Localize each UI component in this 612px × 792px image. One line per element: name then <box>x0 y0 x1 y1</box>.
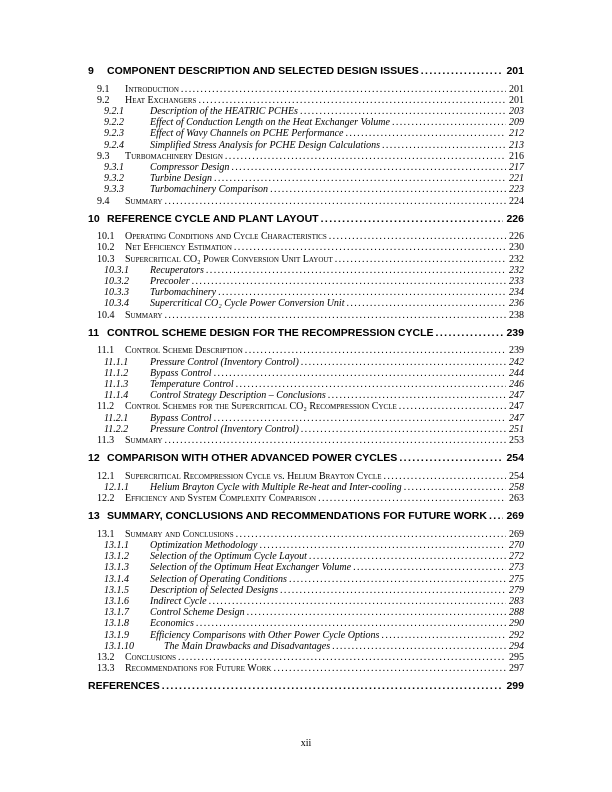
toc-entry-page: 223 <box>509 184 524 196</box>
toc-entry-row <box>88 379 524 390</box>
toc-entry-page: 253 <box>509 434 524 446</box>
toc-entry-title: Efficiency and System Complexity Comparison <box>125 493 317 505</box>
leader-dots <box>321 213 504 225</box>
toc-entry-title: Supercritical CO₂ Cycle Power Conversion Unit <box>150 298 345 310</box>
toc-entry-number: 13 <box>88 510 100 523</box>
leader-dots <box>247 607 506 618</box>
toc-entry-number: 13.3 <box>97 663 115 675</box>
toc-entry-row <box>88 390 524 401</box>
toc-entry-row <box>88 310 524 321</box>
toc-entry-row <box>88 196 524 207</box>
toc-entry-row <box>88 162 524 173</box>
toc-entry-title: REFERENCES <box>88 680 160 693</box>
toc-entry-number: 9.4 <box>97 195 110 207</box>
toc-entry-title: Bypass Control <box>150 367 212 379</box>
toc-entry-number: 13.1.8 <box>104 618 129 630</box>
toc-entry-title: Selection of Operating Conditions <box>150 573 287 585</box>
toc-entry-page: 292 <box>509 629 524 641</box>
toc-entry-row <box>88 482 524 493</box>
toc-entry-number: 13.1.6 <box>104 596 129 608</box>
toc-entry-title: SUMMARY, CONCLUSIONS AND RECOMMENDATIONS FOR FUTURE WORK <box>107 510 487 523</box>
toc-entry-row <box>88 95 524 106</box>
toc-entry-number: 11.2.2 <box>104 423 129 435</box>
leader-dots <box>178 652 506 663</box>
toc-entry-row <box>88 117 524 128</box>
toc-entry-title: Turbine Design <box>150 173 212 185</box>
toc-entry-title: Supercritical Recompression Cycle vs. Helium Brayton Cycle <box>125 470 382 482</box>
toc-entry-number: 12 <box>88 452 100 465</box>
toc-entry-title: Summary <box>125 309 163 321</box>
toc-chapter-row <box>88 327 524 339</box>
toc-entry-row <box>88 585 524 596</box>
toc-entry-page: 244 <box>509 367 524 379</box>
toc-entry-number: 13.1.3 <box>104 562 129 574</box>
leader-dots <box>273 663 506 674</box>
toc-entry-row <box>88 663 524 674</box>
toc-entry-page: 212 <box>509 128 524 140</box>
toc-entry-page: 216 <box>509 150 524 162</box>
leader-dots <box>245 345 506 356</box>
leader-dots <box>399 401 506 412</box>
toc-entry-number: 10.3 <box>97 253 115 265</box>
toc-entry-title: Selection of the Optimum Heat Exchanger Volume <box>150 562 352 574</box>
leader-dots <box>198 95 506 106</box>
toc-entry-title: Description of the HEATRIC PCHEs <box>150 105 298 117</box>
toc-chapter-row <box>88 510 524 522</box>
toc-entry-page: 201 <box>509 83 524 95</box>
toc-entry-title: COMPARISON WITH OTHER ADVANCED POWER CYCLES <box>107 452 398 465</box>
toc-entry-title: Effect of Wavy Channels on PCHE Performance <box>150 128 344 140</box>
leader-dots <box>236 529 506 540</box>
leader-dots <box>335 254 506 265</box>
toc-entry-row <box>88 424 524 435</box>
toc-entry-row <box>88 630 524 641</box>
toc-entry-number: 11.1 <box>97 345 115 357</box>
toc-entry-row <box>88 140 524 151</box>
toc-entry-row <box>88 231 524 242</box>
toc-entry-number: 10.3.4 <box>104 298 129 310</box>
toc-entry-page: 279 <box>509 584 524 596</box>
toc-entry-title: Control Scheme Design <box>150 607 245 619</box>
toc-entry-row <box>88 298 524 309</box>
toc-entry-page: 233 <box>509 276 524 288</box>
toc-entry-row <box>88 551 524 562</box>
leader-dots <box>300 106 506 117</box>
toc-entry-page: 209 <box>509 117 524 129</box>
toc-entry-number: 11.1.3 <box>104 378 129 390</box>
toc-entry-number: 11.1.4 <box>104 390 129 402</box>
toc-entry-page: 230 <box>509 242 524 254</box>
toc-entry-number: 9.3.1 <box>104 161 124 173</box>
toc-entry-page: 239 <box>509 345 524 357</box>
toc-entry-number: 13.1.1 <box>104 540 129 551</box>
leader-dots <box>164 196 506 207</box>
toc-entry-page: 224 <box>509 195 524 207</box>
toc-entry-number: 13.1.7 <box>104 607 129 619</box>
leader-dots <box>353 562 506 573</box>
toc-entry-title: Conclusions <box>125 652 177 664</box>
toc-entry-page: 269 <box>506 510 524 523</box>
toc-entry-page: 217 <box>509 161 524 173</box>
toc-entry-title: Supercritical CO₂ Power Conversion Unit Layout <box>125 253 333 265</box>
leader-dots <box>489 510 504 522</box>
toc-entry-title: Control Schemes for the Supercritical CO₂ Recompression Cycle <box>125 401 397 413</box>
toc-entry-number: 11.3 <box>97 434 115 446</box>
toc-entry-row <box>88 345 524 356</box>
toc-entry-number: 9 <box>88 65 94 77</box>
toc-entry-title: Simplified Stress Analysis for PCHE Design Calculations <box>150 139 380 151</box>
toc-entry-row <box>88 471 524 482</box>
toc-entry-row <box>88 276 524 287</box>
toc-entry-row <box>88 368 524 379</box>
leader-dots <box>392 117 506 128</box>
leader-dots <box>381 630 506 641</box>
toc-entry-title: COMPONENT DESCRIPTION AND SELECTED DESIGN ISSUES <box>107 65 419 77</box>
toc-entry-title: Control Scheme Description <box>125 345 243 357</box>
leader-dots <box>345 128 506 139</box>
toc-entry-title: Economics <box>150 618 194 630</box>
toc-entry-number: 13.1.9 <box>104 629 129 641</box>
toc-entry-title: Turbomachinery Design <box>125 150 223 162</box>
toc-entry-number: 9.2.2 <box>104 117 124 129</box>
toc-entry-number: 9.3 <box>97 150 110 162</box>
toc-entry-number: 13.1.2 <box>104 551 129 563</box>
toc-entry-page: 275 <box>509 573 524 585</box>
leader-dots <box>332 641 506 652</box>
leader-dots <box>280 585 506 596</box>
toc-entry-row <box>88 493 524 504</box>
toc-entry-title: Temperature Control <box>150 378 234 390</box>
toc-entry-title: Bypass Control <box>150 412 212 424</box>
toc-entry-number: 13.1 <box>97 528 115 540</box>
leader-dots <box>236 379 506 390</box>
toc-entry-page: 273 <box>509 562 524 574</box>
leader-dots <box>164 310 506 321</box>
leader-dots <box>225 151 506 162</box>
toc-entry-number: 13.1.10 <box>104 640 134 652</box>
leader-dots <box>289 574 506 585</box>
leader-dots <box>164 435 506 446</box>
toc-entry-title: Precooler <box>150 276 190 288</box>
toc-entry-number: 11.1.2 <box>104 367 129 379</box>
toc-entry-page: 232 <box>509 264 524 276</box>
toc-entry-title: Helium Brayton Cycle with Multiple Re-heat and Inter-cooling <box>150 481 402 493</box>
toc-entry-page: 226 <box>506 212 524 225</box>
toc-entry-page: 239 <box>506 326 524 339</box>
toc-entry-page: 263 <box>509 493 524 505</box>
leader-dots <box>436 327 504 339</box>
leader-dots <box>196 618 506 629</box>
toc-entry-page: 297 <box>509 663 524 675</box>
toc-entry-row <box>88 151 524 162</box>
toc <box>88 59 524 699</box>
leader-dots <box>309 551 506 562</box>
toc-entry-row <box>88 641 524 652</box>
toc-entry-title: Optimization Methodology <box>150 540 258 551</box>
toc-entry-page: 232 <box>509 253 524 265</box>
toc-entry-row <box>88 265 524 276</box>
toc-entry-row <box>88 435 524 446</box>
toc-entry-number: 9.2.4 <box>104 139 124 151</box>
toc-entry-number: 13.1.4 <box>104 573 129 585</box>
toc-entry-row <box>88 529 524 540</box>
toc-entry-page: 269 <box>509 528 524 540</box>
toc-entry-page: 247 <box>509 401 524 413</box>
toc-entry-row <box>88 540 524 551</box>
toc-entry-title: Turbomachinery <box>150 287 217 299</box>
toc-entry-page: 201 <box>506 65 524 77</box>
leader-dots <box>231 162 506 173</box>
toc-entry-page: 203 <box>509 105 524 117</box>
toc-entry-page: 236 <box>509 298 524 310</box>
leader-dots <box>421 65 504 77</box>
toc-entry-title: Summary and Conclusions <box>125 528 234 540</box>
toc-entry-page: 258 <box>509 481 524 493</box>
toc-entry-page: 294 <box>509 640 524 652</box>
leader-dots <box>214 413 506 424</box>
toc-entry-title: Introduction <box>125 83 179 95</box>
toc-entry-row <box>88 242 524 253</box>
toc-entry-number: 11.2.1 <box>104 412 129 424</box>
toc-entry-page: 288 <box>509 607 524 619</box>
toc-entry-page: 238 <box>509 309 524 321</box>
toc-entry-row <box>88 413 524 424</box>
leader-dots <box>328 390 506 401</box>
toc-entry-number: 12.1.1 <box>104 481 129 493</box>
toc-entry-title: Control Strategy Description – Conclusions <box>150 390 326 402</box>
toc-entry-number: 9.2 <box>97 94 110 106</box>
toc-entry-page: 283 <box>509 596 524 608</box>
toc-entry-title: Summary <box>125 434 163 446</box>
toc-entry-number: 11.2 <box>97 401 115 413</box>
toc-entry-title: Pressure Control (Inventory Control) <box>150 356 299 368</box>
toc-entry-number: 13.2 <box>97 652 115 664</box>
leader-dots <box>301 357 506 368</box>
leader-dots <box>318 493 506 504</box>
toc-entry-number: 10.1 <box>97 231 115 243</box>
toc-entry-number: 10.3.3 <box>104 287 129 299</box>
toc-entry-page: 247 <box>509 412 524 424</box>
leader-dots <box>181 84 506 95</box>
toc-entry-title: The Main Drawbacks and Disadvantages <box>164 640 331 652</box>
toc-entry-row <box>88 607 524 618</box>
leader-dots <box>329 231 506 242</box>
leader-dots <box>214 173 506 184</box>
toc-entry-page: 213 <box>509 139 524 151</box>
toc-entry-page: 246 <box>509 378 524 390</box>
leader-dots <box>218 287 506 298</box>
toc-entry-page: 299 <box>506 680 524 693</box>
toc-entry-title: Description of Selected Designs <box>150 584 279 596</box>
toc-entry-row <box>88 106 524 117</box>
toc-entry-row <box>88 618 524 629</box>
toc-entry-page: 201 <box>509 94 524 106</box>
toc-entry-page: 234 <box>509 287 524 299</box>
toc-entry-page: 270 <box>509 540 524 551</box>
toc-entry-number: 12.1 <box>97 470 115 482</box>
leader-dots <box>270 184 506 195</box>
toc-entry-row <box>88 287 524 298</box>
toc-entry-page: 247 <box>509 390 524 402</box>
toc-entry-title: Compressor Design <box>150 161 230 173</box>
toc-entry-page: 290 <box>509 618 524 630</box>
toc-entry-page: 221 <box>509 173 524 185</box>
toc-entry-title: Operating Conditions and Cycle Characteristics <box>125 231 327 243</box>
toc-entry-number: 9.2.3 <box>104 128 124 140</box>
leader-dots <box>214 368 506 379</box>
leader-dots <box>260 540 507 551</box>
toc-entry-row <box>88 562 524 573</box>
toc-entry-page: 295 <box>509 652 524 664</box>
toc-chapter-row <box>88 213 524 225</box>
toc-chapter-row <box>88 452 524 464</box>
toc-entry-number: 11.1.1 <box>104 356 129 368</box>
leader-dots <box>346 298 506 309</box>
toc-entry-row <box>88 574 524 585</box>
toc-entry-page: 254 <box>509 470 524 482</box>
toc-entry-page: 242 <box>509 356 524 368</box>
toc-entry-number: 10 <box>88 212 100 225</box>
toc-entry-row <box>88 357 524 368</box>
leader-dots <box>301 424 506 435</box>
toc-entry-number: 9.3.2 <box>104 173 124 185</box>
leader-dots <box>382 140 506 151</box>
toc-entry-title: Net Efficiency Estimation <box>125 242 232 254</box>
toc-entry-number: 13.1.5 <box>104 584 129 596</box>
toc-entry-title: CONTROL SCHEME DESIGN FOR THE RECOMPRESSION CYCLE <box>107 326 434 339</box>
toc-entry-page: 254 <box>506 452 524 465</box>
toc-entry-page: 251 <box>509 423 524 435</box>
leader-dots <box>209 596 506 607</box>
leader-dots <box>234 242 506 253</box>
toc-entry-number: 11 <box>88 326 100 339</box>
page-number-footer: xii <box>300 738 312 749</box>
toc-entry-title: Efficiency Comparisons with Other Power Cycle Options <box>150 629 380 641</box>
toc-entry-number: 10.3.1 <box>104 264 129 276</box>
toc-entry-row <box>88 184 524 195</box>
leader-dots <box>192 276 506 287</box>
toc-chapter-row <box>88 65 524 77</box>
toc-entry-title: Recommendations for Future Work <box>125 663 272 675</box>
toc-entry-number: 9.1 <box>97 83 110 95</box>
toc-entry-number: 10.4 <box>97 309 115 321</box>
toc-entry-title: REFERENCE CYCLE AND PLANT LAYOUT <box>107 212 319 225</box>
toc-entry-page: 226 <box>509 231 524 243</box>
toc-entry-title: Summary <box>125 195 163 207</box>
toc-entry-number: 9.2.1 <box>104 105 124 117</box>
leader-dots <box>404 482 506 493</box>
toc-entry-number: 12.2 <box>97 493 115 505</box>
toc-entry-title: Pressure Control (Inventory Control) <box>150 423 299 435</box>
toc-entry-number: 10.2 <box>97 242 115 254</box>
toc-entry-number: 9.3.3 <box>104 184 124 196</box>
toc-entry-row <box>88 84 524 95</box>
leader-dots <box>383 471 506 482</box>
toc-entry-row <box>88 173 524 184</box>
toc-entry-row <box>88 401 524 412</box>
toc-entry-row <box>88 596 524 607</box>
toc-entry-title: Selection of the Optimum Cycle Layout <box>150 551 307 563</box>
toc-entry-title: Recuperators <box>150 264 204 276</box>
toc-entry-page: 272 <box>509 551 524 563</box>
toc-chapter-row <box>88 680 524 692</box>
toc-entry-title: Indirect Cycle <box>150 596 207 608</box>
leader-dots <box>162 680 504 692</box>
leader-dots <box>206 265 506 276</box>
toc-entry-number: 10.3.2 <box>104 276 129 288</box>
toc-entry-row <box>88 128 524 139</box>
leader-dots <box>399 452 503 464</box>
toc-entry-title: Turbomachinery Comparison <box>150 184 269 196</box>
toc-entry-title: Effect of Conduction Length on the Heat Exchanger Volume <box>150 117 390 129</box>
toc-entry-row <box>88 652 524 663</box>
toc-entry-title: Heat Exchangers <box>125 94 197 106</box>
toc-entry-row <box>88 254 524 265</box>
